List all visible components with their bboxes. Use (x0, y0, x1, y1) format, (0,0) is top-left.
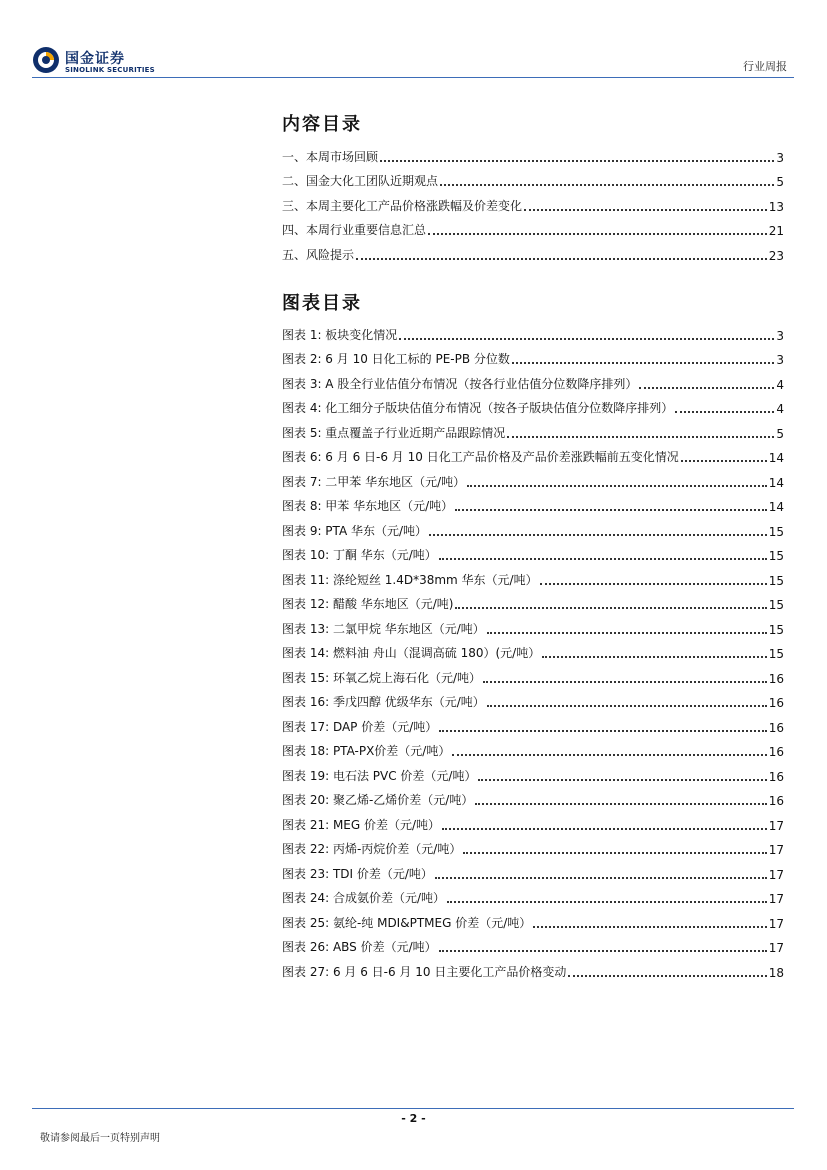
figure-entry-page: 17 (768, 843, 784, 857)
dot-leader (512, 354, 774, 364)
figure-entry-label: 图表 15: 环氧乙烷上海石化（元/吨） (282, 670, 481, 685)
figure-entry-label: 图表 5: 重点覆盖子行业近期产品跟踪情况 (282, 425, 506, 440)
contents-entry-page: 5 (776, 175, 784, 189)
figure-entry-page: 16 (768, 720, 784, 735)
figure-entry-page: 17 (768, 916, 784, 931)
dot-leader (452, 746, 766, 756)
company-name-en: SINOLINK SECURITIES (65, 66, 155, 74)
logo-icon (32, 46, 60, 74)
figure-entry-page: 15 (768, 573, 784, 588)
dot-leader (487, 697, 767, 707)
footer-disclaimer: 敬请参阅最后一页特别声明 (40, 1133, 160, 1144)
figure-entry-label: 图表 24: 合成氨价差（元/吨） (282, 891, 445, 905)
figure-entry[interactable] (282, 465, 784, 490)
contents-entry[interactable] (282, 189, 784, 214)
figure-entry-page: 15 (768, 549, 784, 563)
figure-entry[interactable] (282, 759, 784, 784)
figure-entry-page: 16 (768, 696, 784, 710)
figure-entry[interactable] (282, 808, 784, 833)
dot-leader (675, 403, 774, 413)
dot-leader (487, 624, 767, 634)
footer-divider (32, 1108, 794, 1109)
dot-leader (439, 550, 767, 560)
contents-entry-label: 五、风险提示 (282, 247, 355, 262)
header-divider (32, 77, 794, 78)
figure-entry-label: 图表 17: DAP 价差（元/吨） (282, 719, 438, 734)
figure-entry[interactable] (282, 735, 784, 760)
contents-entry[interactable] (282, 165, 784, 190)
figure-entry[interactable] (282, 686, 784, 711)
figure-entry[interactable] (282, 318, 784, 343)
dot-leader (568, 967, 766, 977)
contents-entry-page: 21 (768, 224, 784, 238)
figure-entry-label: 图表 10: 丁酮 华东（元/吨） (282, 548, 437, 562)
figure-entry-page: 17 (768, 818, 784, 833)
figure-entry-page: 17 (768, 892, 784, 906)
figure-entry-page: 3 (776, 328, 784, 343)
figure-entry-page: 16 (768, 794, 784, 808)
figure-entry[interactable] (282, 882, 784, 907)
dot-leader (455, 599, 766, 609)
contents-title: 内容目录 (282, 114, 362, 135)
figure-entry-label: 图表 18: PTA-PX价差（元/吨） (282, 744, 451, 758)
figure-entry[interactable] (282, 661, 784, 686)
figure-entry-page: 17 (768, 867, 784, 882)
company-logo (32, 46, 192, 78)
figure-entry-page: 14 (768, 451, 784, 465)
figure-entry-page: 3 (776, 353, 784, 367)
dot-leader (429, 526, 767, 536)
dot-leader (533, 918, 766, 928)
contents-entry-label: 三、本周主要化工产品价格涨跌幅及价差变化 (282, 198, 523, 213)
dot-leader (439, 942, 767, 952)
figure-entry-label: 图表 25: 氨纶-纯 MDI&PTMEG 价差（元/吨） (282, 915, 532, 930)
figure-entry[interactable] (282, 612, 784, 637)
figure-entry[interactable] (282, 539, 784, 564)
figure-entry[interactable] (282, 490, 784, 515)
figure-entry-page: 15 (768, 622, 784, 637)
figure-entry-page: 16 (768, 769, 784, 784)
dot-leader (524, 201, 767, 211)
figure-entry[interactable] (282, 955, 784, 980)
page-header (0, 0, 827, 80)
figure-entry-label: 图表 22: 丙烯-丙烷价差（元/吨） (282, 842, 462, 856)
dot-leader (428, 225, 767, 235)
contents-entry[interactable] (282, 214, 784, 239)
figures-list (282, 318, 784, 980)
figure-entry[interactable] (282, 833, 784, 858)
figure-entry[interactable] (282, 906, 784, 931)
contents-list (282, 140, 784, 263)
figure-entry[interactable] (282, 857, 784, 882)
contents-entry-label: 二、国金大化工团队近期观点 (282, 174, 439, 188)
contents-entry-label: 四、本周行业重要信息汇总 (282, 223, 427, 237)
figure-entry-page: 18 (768, 965, 784, 980)
figure-entry-label: 图表 19: 电石法 PVC 价差（元/吨） (282, 768, 477, 783)
figure-entry-page: 16 (768, 745, 784, 759)
figure-entry-label: 图表 8: 甲苯 华东地区（元/吨） (282, 499, 454, 513)
figure-entry-label: 图表 1: 板块变化情况 (282, 327, 398, 342)
company-name-cn: 国金证券 (65, 51, 125, 67)
figure-entry[interactable] (282, 343, 784, 368)
dot-leader (478, 771, 766, 781)
contents-entry-label: 一、本周市场回顾 (282, 149, 379, 164)
figure-entry-label: 图表 23: TDI 价差（元/吨） (282, 866, 433, 881)
dot-leader (435, 869, 767, 879)
figure-entry[interactable] (282, 710, 784, 735)
dot-leader (380, 152, 774, 162)
figure-entry-page: 14 (768, 475, 784, 490)
dot-leader (356, 250, 767, 260)
figure-entry-label: 图表 4: 化工细分子版块估值分布情况（按各子版块估值分位数降序排列） (282, 401, 674, 415)
dot-leader (467, 477, 767, 487)
figure-entry-label: 图表 6: 6 月 6 日-6 月 10 日化工产品价格及产品价差涨跌幅前五变化情况 (282, 450, 679, 464)
figure-entry-page: 15 (768, 598, 784, 612)
dot-leader (440, 176, 774, 186)
figure-entry-page: 4 (776, 377, 784, 392)
page-number: - 2 - (401, 1112, 426, 1125)
dot-leader (507, 428, 774, 438)
figure-entry-label: 图表 9: PTA 华东（元/吨） (282, 523, 428, 538)
figure-entry-label: 图表 12: 醋酸 华东地区（元/吨) (282, 597, 454, 611)
figure-entry[interactable] (282, 441, 784, 466)
figure-entry-page: 14 (768, 500, 784, 514)
contents-entry-page: 23 (768, 248, 784, 263)
figure-entry-label: 图表 26: ABS 价差（元/吨） (282, 940, 437, 954)
contents-entry-page: 3 (776, 150, 784, 165)
contents-entry[interactable] (282, 140, 784, 165)
figure-entry-label: 图表 20: 聚乙烯-乙烯价差（元/吨） (282, 793, 474, 807)
figure-entry-page: 5 (776, 426, 784, 441)
figure-entry-label: 图表 7: 二甲苯 华东地区（元/吨） (282, 474, 466, 489)
figure-entry-label: 图表 27: 6 月 6 日-6 月 10 日主要化工产品价格变动 (282, 964, 567, 979)
figure-entry[interactable] (282, 416, 784, 441)
figure-entry[interactable] (282, 392, 784, 417)
figure-entry-label: 图表 3: A 股全行业估值分布情况（按各行业估值分位数降序排列） (282, 376, 638, 391)
figure-entry[interactable] (282, 367, 784, 392)
dot-leader (639, 379, 774, 389)
dot-leader (475, 795, 766, 805)
dot-leader (540, 575, 767, 585)
dot-leader (681, 452, 767, 462)
figure-entry-label: 图表 2: 6 月 10 日化工标的 PE-PB 分位数 (282, 352, 510, 366)
dot-leader (399, 330, 774, 340)
contents-entry[interactable] (282, 238, 784, 263)
dot-leader (447, 893, 767, 903)
figure-entry-page: 4 (776, 402, 784, 416)
figure-entry-label: 图表 16: 季戊四醇 优级华东（元/吨） (282, 695, 485, 709)
figure-entry[interactable] (282, 563, 784, 588)
figure-entry-page: 15 (768, 524, 784, 539)
dot-leader (455, 501, 767, 511)
figure-entry[interactable] (282, 514, 784, 539)
dot-leader (439, 722, 766, 732)
figure-entry-label: 图表 13: 二氯甲烷 华东地区（元/吨） (282, 621, 485, 636)
figure-entry-page: 16 (768, 671, 784, 686)
figure-entry[interactable] (282, 637, 784, 662)
contents-entry-page: 13 (768, 199, 784, 214)
dot-leader (483, 673, 767, 683)
figure-entry[interactable] (282, 931, 784, 956)
figure-entry[interactable] (282, 588, 784, 613)
report-type: 行业周报 (743, 60, 787, 73)
figure-entry-label: 图表 21: MEG 价差（元/吨） (282, 817, 441, 832)
dot-leader (542, 648, 767, 658)
figure-entry-page: 17 (768, 941, 784, 955)
dot-leader (442, 820, 767, 830)
figure-entry-page: 15 (768, 647, 784, 661)
figure-entry-label: 图表 11: 涤纶短丝 1.4D*38mm 华东（元/吨） (282, 572, 538, 587)
dot-leader (463, 844, 766, 854)
figure-entry[interactable] (282, 784, 784, 809)
figures-title: 图表目录 (282, 293, 362, 314)
figure-entry-label: 图表 14: 燃料油 舟山（混调高硫 180）(元/吨） (282, 646, 541, 660)
